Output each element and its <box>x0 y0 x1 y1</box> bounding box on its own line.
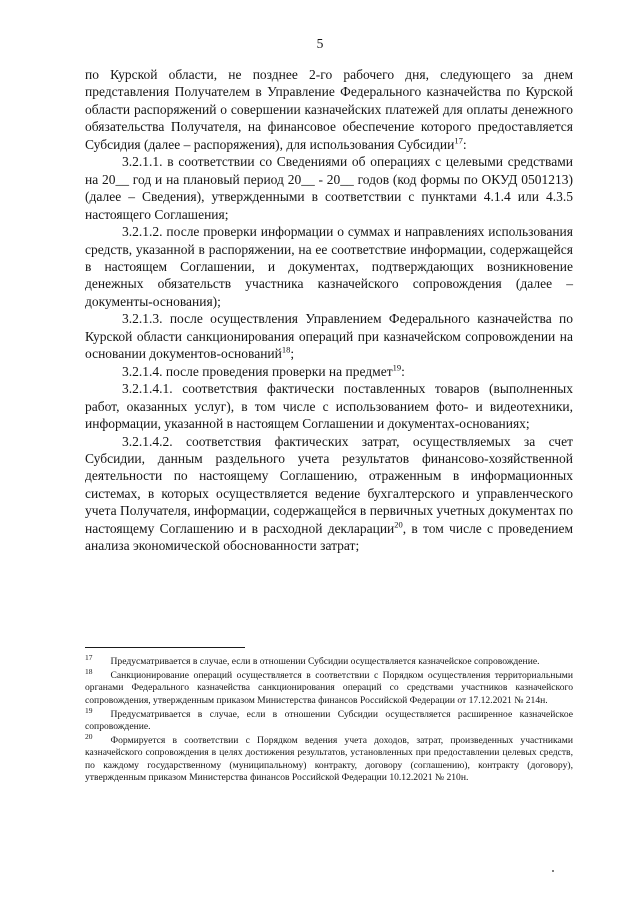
clause-3-2-1-4: 3.2.1.4. после проведения проверки на предмет$^{19}$: <box>122 362 405 379</box>
clause-3-2-1-3: 3.2.1.3. после осуществления Управлением Федерального казначейства по Курской области санкционирования операций при казначейском сопровождении на основании документов-оснований$^{18}$; <box>85 311 573 362</box>
clause-3-2-1-4-2: 3.2.1.4.2. соответствия фактических затрат, осуществляемых за счет Субсидии, данным раздельного учета результатов финансово-хозяйственной деятельности по настоящему Соглашению, отраженным в информационных системах, в которых осуществляется ведение бухгалтерского и управленческого учета Получателя, информации, содержащейся в первичных учетных документах по настоящему Соглашению и в расходной декларации$^{20}$, в том числе с проведением анализа экономической обоснованности затрат; <box>85 433 573 554</box>
paragraph-continuation: по Курской области, не позднее 2-го рабочего дня, следующего за днем представления Получателем в Управление Федерального казначейства по Курской области распоряжений о совершении казначейских платежей для оплаты денежного обязательства Получателя, на финансовое обеспечение которого предоставляется Субсидия (далее – распоряжения), для использования Субсидии$^{17}$: <box>85 67 573 152</box>
footnote-ref-17[interactable]: 17 <box>454 135 463 146</box>
footnote-17: $^{17}$ Предусматривается в случае, если в отношении Субсидии осуществляется казначейское сопровождение. <box>85 652 540 667</box>
footnote-19: $^{19}$ Предусматривается в случае, если в отношении Субсидии осуществляется расширенное казначейское сопровождение. <box>85 705 573 733</box>
scan-speck <box>552 870 554 872</box>
footnote-20: $^{20}$ Формируется в соответствии с Порядком ведения учета доходов, затрат, произведенных участниками казначейского сопровождения в целях достижения результатов, установленных при предоставлении целевых средств, по каждому государственному (муниципальному) контракту, договору (соглашению), контракту (договору), утвержденным приказом Министерства финансов Российской Федерации 10.12.2021 № 210н. <box>85 732 573 783</box>
footnote-ref-20[interactable]: 20 <box>394 519 403 530</box>
footnote-separator <box>85 647 245 648</box>
footnote-18: $^{18}$ Санкционирование операций осуществляется в соответствии с Порядком осуществления территориальными органами Федерального казначейства санкционирования операций со средствами участников казначейского сопровождения, утвержденным приказом Министерства финансов Российской Федерации от 17.12.2021 № 214н. <box>85 667 573 706</box>
footnote-ref-19[interactable]: 19 <box>392 362 402 373</box>
footnote-ref-18[interactable]: 18 <box>281 344 291 355</box>
footnotes <box>85 652 573 786</box>
clause-3-2-1-4-1: 3.2.1.4.1. соответствия фактически поставленных товаров (выполненных работ, оказанных услуг), в том числе с использованием фото- и видеотехники, информации, указанной в настоящем Соглашении и документах-основаниях; <box>85 381 573 432</box>
page-number: 5 <box>316 36 324 51</box>
clause-3-2-1-2: 3.2.1.2. после проверки информации о суммах и направлениях использования средств, указанной в распоряжении, на ее соответствие информации, содержащейся в настоящем Соглашении, и документах, подтверждающих возникновение денежных обязательств участника казначейского сопровождения (далее – документы-основания); <box>85 224 573 309</box>
clause-3-2-1-1: 3.2.1.1. в соответствии со Сведениями об операциях с целевыми средствами на 20__ год и на плановый период 20__ - 20__ годов (код формы по ОКУД 0501213) (далее – Сведения), утвержденными в соответствии с пунктами 4.1.4 или 4.3.5 настоящего Соглашения; <box>85 154 573 222</box>
body-text <box>85 66 573 555</box>
